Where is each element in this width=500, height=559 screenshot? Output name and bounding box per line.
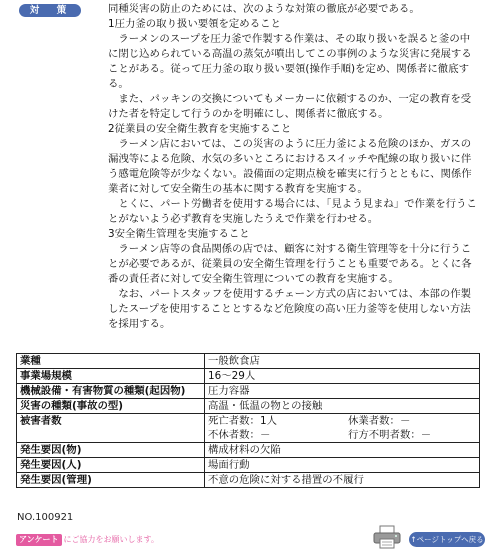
survey-tag[interactable]: アンケート <box>16 534 62 546</box>
no-leave-count: 不休者数：－ <box>208 429 271 441</box>
section-paragraph: ラーメン店等の食品関係の店では、顧客に対する衛生管理等を十分に行うことが必要であるが、従業員の安全衛生管理を行うことも重要である。とくに各番の責任者に対して安全衛生管理についての教育を実施する。 <box>108 243 472 285</box>
row-key: 業種 <box>17 354 205 369</box>
table-row <box>17 384 480 399</box>
arrow-up-icon: ↑ <box>410 535 417 544</box>
table-row <box>17 399 480 414</box>
survey-message[interactable]: にご協力をお願いします。 <box>63 535 159 544</box>
row-key: 事業場規模 <box>17 369 205 384</box>
missing-count: 行方不明者数：－ <box>348 429 432 441</box>
section-heading: 1圧力釜の取り扱い要領を定めること <box>108 18 281 30</box>
table-row <box>17 354 480 369</box>
countermeasure-badge: 対 策 <box>19 4 81 17</box>
intro-text: 同種災害の防止のためには、次のような対策の徹底が必要である。 <box>108 3 420 15</box>
section-heading: 3安全衛生管理を実施すること <box>108 228 250 240</box>
row-value: 16～29人 <box>205 369 480 384</box>
table-row <box>17 443 480 458</box>
row-value: 圧力容器 <box>205 384 480 399</box>
leave-count: 休業者数：－ <box>348 415 411 427</box>
printer-icon[interactable] <box>372 525 402 549</box>
deaths-count: 死亡者数：1人 <box>208 415 277 427</box>
document-number: NO.100921 <box>17 512 74 523</box>
row-key: 災害の種類(事故の型) <box>17 399 205 414</box>
row-key: 被害者数 <box>17 414 205 443</box>
countermeasure-text <box>108 2 480 332</box>
section-heading: 2従業員の安全衛生教育を実施すること <box>108 123 292 135</box>
section-paragraph: とくに、パート労働者を使用する場合には、「見よう見まね」で作業を行うことがないよう必ず教育を実施したうえで作業を行わせる。 <box>108 198 477 225</box>
row-value: 不意の危険に対する措置の不履行 <box>205 473 480 488</box>
row-value: 高温・低温の物との接触 <box>205 399 480 414</box>
row-value: 一般飲食店 <box>205 354 480 369</box>
table-row <box>17 414 480 443</box>
incident-info-table <box>16 353 480 488</box>
row-key: 機械設備・有害物質の種類(起因物) <box>17 384 205 399</box>
row-value: 場面行動 <box>205 458 480 473</box>
table-row <box>17 458 480 473</box>
section-paragraph: ラーメン店においては、この災害のように圧力釜による危険のほか、ガスの漏洩等による危険、水気の多いところにおけるスイッチや配線の取り扱いに伴う感電危険等が少なくない。設備面の定期点検を確実に行うとともに、関係作業者に対して安全衛生の基本に関する教育を実施する。 <box>108 138 472 195</box>
page-top-label: ページトップへ戻る <box>416 535 484 544</box>
row-key: 発生要因(物) <box>17 443 205 458</box>
table-row <box>17 369 480 384</box>
section-paragraph: なお、パートスタッフを使用するチェーン方式の店においては、本部の作製したスープを使用することとするなど危険度の高い圧力釜等を使用しない方法を採用する。 <box>108 288 472 330</box>
section-paragraph: また、パッキンの交換についてもメーカーに依頼するのか、一定の教育を受けた者を特定して行うのかを明確にし、関係者に徹底する。 <box>108 93 472 120</box>
row-key: 発生要因(人) <box>17 458 205 473</box>
page-top-button[interactable] <box>409 532 485 547</box>
section-paragraph: ラーメンのスープを圧力釜で作製する作業は、その取り扱いを誤ると釜の中に閉じ込められている高温の蒸気が噴出してこの事例のような災害に発展することがある。従って圧力釜の取り扱い要領(操作手順)を定め、関係者に徹底する。 <box>108 33 472 90</box>
row-value: 構成材料の欠陥 <box>205 443 480 458</box>
survey-link[interactable] <box>16 534 159 546</box>
row-key: 発生要因(管理) <box>17 473 205 488</box>
victims-cell <box>205 414 480 443</box>
table-row <box>17 473 480 488</box>
